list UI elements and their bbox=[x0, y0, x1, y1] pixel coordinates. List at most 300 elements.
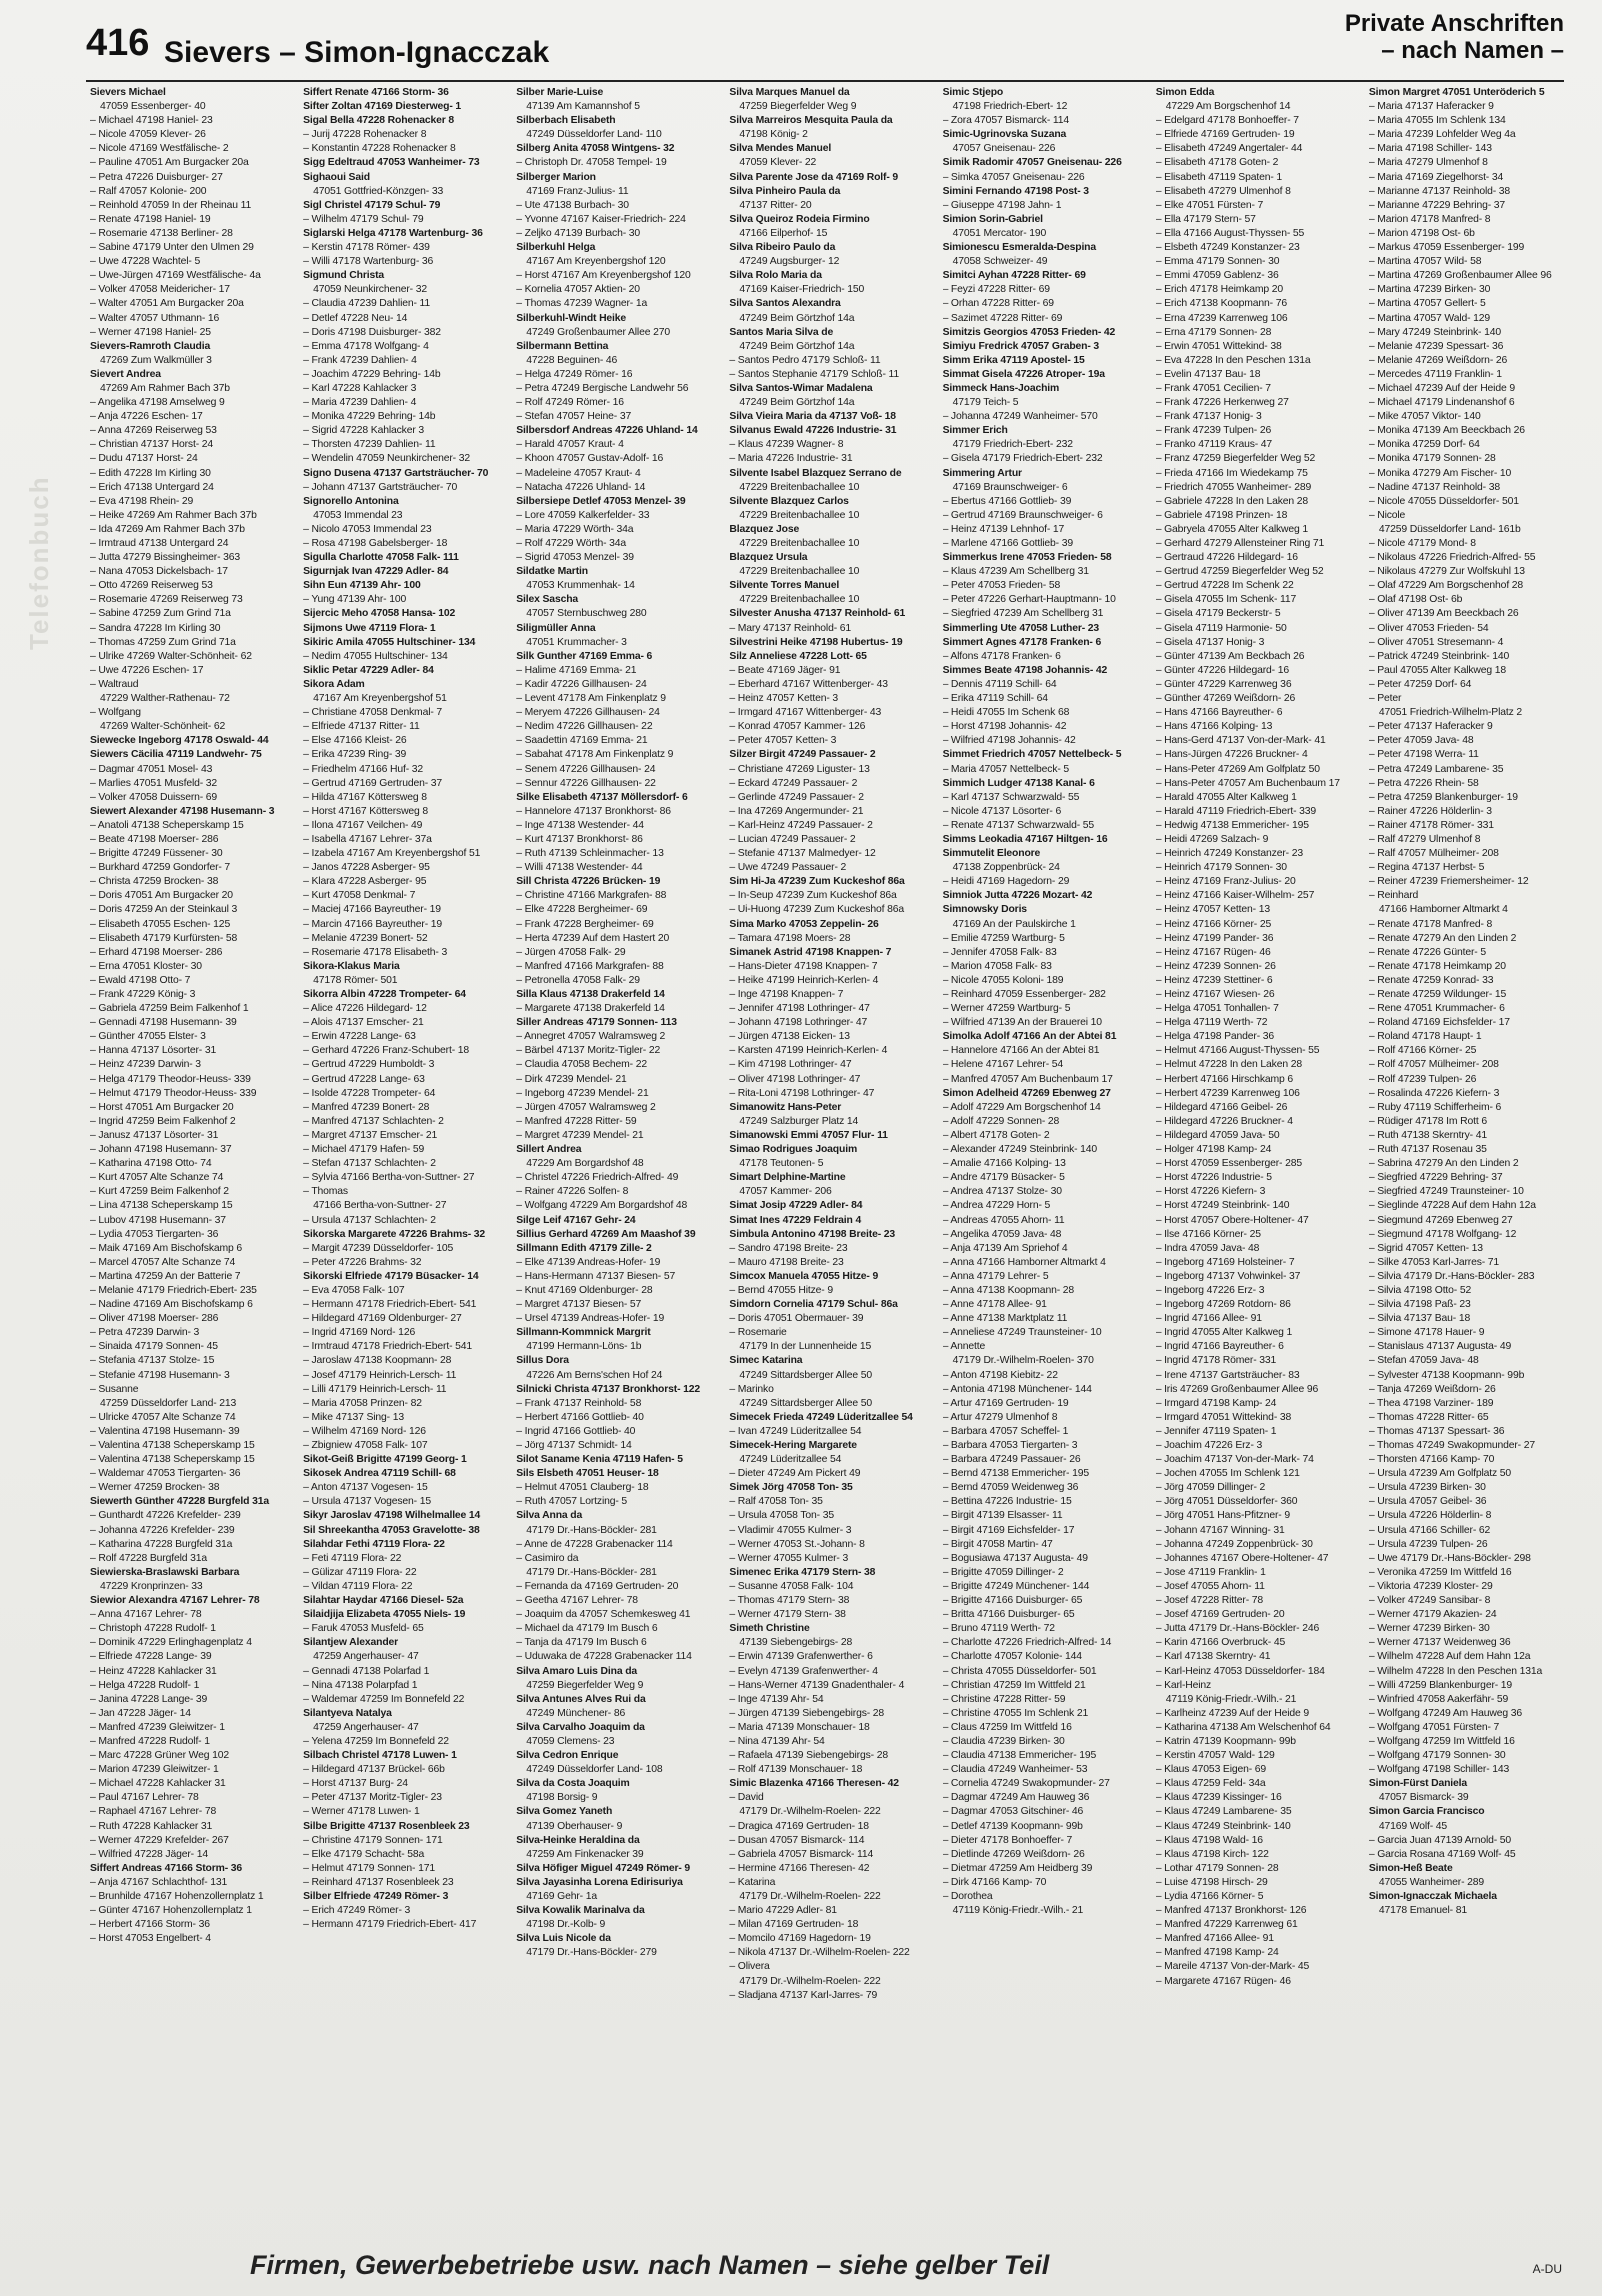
listing-entry: – Christine 47166 Markgrafen- 88 bbox=[516, 890, 667, 902]
listing-entry: – Khoon 47057 Gustav-Adolf- 16 bbox=[516, 453, 664, 465]
listing-entry: – Edith 47228 Im Kirling 30 bbox=[90, 467, 211, 479]
listing-entry: – Maria 47239 Dahlien- 4 bbox=[303, 397, 417, 409]
listing-entry: – Hans-Hermann 47137 Biesen- 57 bbox=[516, 1270, 676, 1282]
listing-entry: Sigulla Charlotte 47058 Falk- 111 bbox=[303, 552, 459, 564]
listing-entry: – Rita-Loni 47198 Lothringer- 47 bbox=[729, 1087, 875, 1099]
listing-entry: – Horst 47167 Köttersweg 8 bbox=[303, 805, 429, 817]
listing-entry: Silva-Heinke Heraldina da bbox=[516, 1834, 640, 1846]
listing-entry: – Dietlinde 47269 Weißdorn- 26 bbox=[942, 1848, 1085, 1860]
listing-entry: – Saadettin 47169 Emma- 21 bbox=[516, 735, 648, 747]
listing-entry: – Monika 47179 Sonnen- 28 bbox=[1368, 453, 1496, 465]
listing-entry: – Wilfried 47228 Jäger- 14 bbox=[90, 1848, 208, 1860]
listing-entry: – Helga 47119 Werth- 72 bbox=[1155, 1017, 1268, 1029]
listing-entry: – Isolde 47228 Trompeter- 64 bbox=[303, 1087, 436, 1099]
listing-entry: – Sieglinde 47228 Auf dem Hahn 12a bbox=[1368, 1200, 1536, 1212]
listing-entry: – Gabriele 47228 In den Laken 28 bbox=[1155, 495, 1309, 507]
listing-entry: Siffert Andreas 47166 Storm- 36 bbox=[90, 1862, 243, 1874]
listing-entry: – Thorsten 47166 Kamp- 70 bbox=[1368, 1454, 1495, 1466]
listing-entry: – Joachim 47226 Erz- 3 bbox=[1155, 1440, 1263, 1451]
listing-entry: – Ursula 47137 Schlachten- 2 bbox=[303, 1214, 436, 1226]
listing-entry: – Andrea 47137 Stolze- 30 bbox=[942, 1186, 1062, 1198]
listing-entry: – Katharina 47198 Otto- 74 bbox=[90, 1158, 212, 1170]
listing-entry: – Ingeborg 47137 Vohwinkel- 37 bbox=[1155, 1270, 1301, 1282]
listing-entry: – Helga 47051 Tonhallen- 7 bbox=[1155, 1003, 1279, 1015]
listing-entry: – Elisabeth 47179 Kurfürsten- 58 bbox=[90, 932, 238, 944]
listing-entry: – Anton 47137 Vogesen- 15 bbox=[303, 1482, 428, 1494]
column-1 bbox=[90, 86, 289, 2166]
listing-entry: Silke Elisabeth 47137 Möllersdorf- 6 bbox=[516, 791, 688, 803]
listing-entry: – Dirk 47166 Kamp- 70 bbox=[942, 1876, 1047, 1888]
listing-entry: – Kurt 47057 Alte Schanze 74 bbox=[90, 1172, 224, 1184]
listing-entry: – Hermine 47166 Theresen- 42 bbox=[729, 1862, 870, 1874]
listing-entry: – Maria 47226 Industrie- 31 bbox=[729, 453, 853, 465]
listing-entry: – Bernd 47138 Emmericher- 195 bbox=[942, 1468, 1089, 1480]
listing-entry: – Reinhard 47059 Essenberger- 282 bbox=[942, 989, 1106, 1000]
listing-entry: – Helmut 47179 Sonnen- 171 bbox=[303, 1862, 435, 1874]
listing-entry: Simionescu Esmeralda-Despina bbox=[942, 242, 1097, 254]
listing-entry: – Wolfgang 47249 Am Hauweg 36 bbox=[1368, 1707, 1523, 1719]
listing-entry: 47259 Düsseldorfer Land- 161b bbox=[1378, 523, 1521, 535]
listing-entry: – Lucian 47249 Passauer- 2 bbox=[729, 833, 856, 845]
listing-entry: – Markus 47059 Essenberger- 199 bbox=[1368, 242, 1525, 254]
listing-entry: – Heike 47269 Am Rahmer Bach 37b bbox=[90, 509, 257, 521]
listing-entry: Simao Rodrigues Joaquim bbox=[729, 1144, 858, 1156]
listing-entry: – Walter 47057 Uthmann- 16 bbox=[90, 312, 220, 324]
listing-entry: Sijercic Meho 47058 Hansa- 102 bbox=[303, 608, 456, 620]
listing-entry: – Isabella 47167 Lehrer- 37a bbox=[303, 833, 432, 845]
listing-entry: – Erich 47178 Heimkamp 20 bbox=[1155, 284, 1284, 296]
listing-entry: Silahtar Haydar 47166 Diesel- 52a bbox=[303, 1595, 464, 1607]
listing-entry: 47229 Kronprinzen- 33 bbox=[100, 1580, 203, 1592]
listing-entry: – Sladjana 47137 Karl-Jarres- 79 bbox=[729, 1989, 878, 2001]
listing-entry: – Irene 47137 Gartsträucher- 83 bbox=[1155, 1369, 1300, 1381]
listing-entry: – Angelika 47059 Java- 48 bbox=[942, 1228, 1062, 1240]
listing-entry: – Johann 47198 Lothringer- 47 bbox=[729, 1017, 868, 1029]
listing-entry: – Eva 47198 Rhein- 29 bbox=[90, 495, 194, 507]
listing-entry: Simon-Ignacczak Michaela bbox=[1368, 1891, 1497, 1902]
listing-entry: – Sabine 47259 Zum Grind 71a bbox=[90, 608, 231, 620]
listing-entry: – Christa 47055 Düsseldorfer- 501 bbox=[942, 1665, 1097, 1677]
listing-entry: – Franz 47259 Biegerfelder Weg 52 bbox=[1155, 453, 1316, 465]
listing-entry: – Dirk 47239 Mendel- 21 bbox=[516, 1073, 627, 1085]
listing-entry: Siglarski Helga 47178 Wartenburg- 36 bbox=[303, 227, 483, 239]
listing-entry: 47053 Immendal 23 bbox=[313, 509, 403, 521]
listing-entry: – Heinz 47139 Lehnhof- 17 bbox=[942, 523, 1065, 535]
listing-entry: – Madeleine 47057 Kraut- 4 bbox=[516, 467, 641, 479]
listing-entry: – Silvia 47198 Otto- 52 bbox=[1368, 1284, 1472, 1296]
listing-entry: – Friedrich 47055 Wanheimer- 289 bbox=[1155, 481, 1312, 493]
listing-entry: – Claudia 47239 Dahlien- 11 bbox=[303, 298, 431, 310]
listing-entry: Sima Marko 47053 Zeppelin- 26 bbox=[729, 918, 879, 930]
listing-entry: 47166 Eilperhof- 15 bbox=[739, 227, 828, 239]
listing-entry: – Ursula 47239 Tulpen- 26 bbox=[1368, 1538, 1488, 1550]
listing-entry: – Horst 47137 Burg- 24 bbox=[303, 1778, 408, 1790]
listing-entry: Silva Vieira Maria da 47137 Voß- 18 bbox=[729, 411, 896, 423]
listing-entry: 47269 Walter-Schönheit- 62 bbox=[100, 721, 226, 733]
listing-entry: Silber Marie-Luise bbox=[516, 87, 604, 98]
listing-entry: – Claus 47259 Im Wittfeld 16 bbox=[942, 1721, 1072, 1733]
listing-entry: – Susanne bbox=[90, 1383, 139, 1395]
listing-entry: 47249 Düsseldorfer Land- 108 bbox=[526, 1764, 663, 1776]
listing-entry: – Ingrid 47055 Alter Kalkweg 1 bbox=[1155, 1327, 1293, 1339]
listing-entry: – Petra 47239 Darwin- 3 bbox=[90, 1327, 200, 1339]
listing-entry: 47249 Großenbaumer Allee 270 bbox=[526, 326, 670, 338]
listing-entry: Silbach Christel 47178 Luwen- 1 bbox=[303, 1750, 457, 1762]
listing-entry: – Ida 47269 Am Rahmer Bach 37b bbox=[90, 523, 245, 535]
listing-entry: Simiyu Fredrick 47057 Graben- 3 bbox=[942, 340, 1100, 352]
listing-entry: – Gertraud 47226 Hildegard- 16 bbox=[1155, 552, 1298, 564]
listing-entry: – Hildegard 47169 Oldenburger- 27 bbox=[303, 1313, 462, 1325]
listing-entry: – Kadir 47226 Gillhausen- 24 bbox=[516, 678, 647, 690]
listing-entry: – Hans 47166 Kolping- 13 bbox=[1155, 721, 1273, 733]
listing-entry: – Marcel 47057 Alte Schanze 74 bbox=[90, 1256, 236, 1268]
listing-entry: 47057 Kammer- 206 bbox=[739, 1186, 832, 1198]
listing-entry: – Thomas 47239 Wagner- 1a bbox=[516, 298, 648, 310]
listing-entry: – Josef 47055 Ahorn- 11 bbox=[1155, 1580, 1265, 1592]
listing-entry: – Gertrud 47259 Biegerfelder Weg 52 bbox=[1155, 566, 1324, 578]
listing-entry: – Gisela 47179 Friedrich-Ebert- 232 bbox=[942, 453, 1103, 465]
listing-entry: Silva Queiroz Rodeia Firmino bbox=[729, 213, 870, 225]
listing-entry: – Heinz 47199 Pander- 36 bbox=[1155, 932, 1274, 944]
listing-entry: – Erwin 47051 Wittekind- 38 bbox=[1155, 340, 1282, 352]
listing-entry: – Anne de 47228 Grabenacker 114 bbox=[516, 1538, 673, 1550]
column-5 bbox=[943, 86, 1142, 2166]
listing-entry: – Charlotte 47057 Kolonie- 144 bbox=[942, 1651, 1082, 1663]
listing-entry: – Birgit 47169 Eichsfelder- 17 bbox=[942, 1524, 1075, 1536]
listing-entry: Silberger Marion bbox=[516, 171, 596, 183]
listing-entry: – Peter 47053 Frieden- 58 bbox=[942, 580, 1061, 592]
listing-entry: – Manfred 47166 Allee- 91 bbox=[1155, 1933, 1274, 1945]
listing-entry: – Dennis 47119 Schill- 64 bbox=[942, 678, 1057, 690]
listing-entry: – Joachim 47229 Behring- 14b bbox=[303, 368, 441, 380]
listing-entry: – Sennur 47226 Gillhausen- 22 bbox=[516, 777, 656, 789]
listing-entry: – Silvia 47198 Paß- 23 bbox=[1368, 1299, 1471, 1311]
listing-entry: – Gisela 47119 Harmonie- 50 bbox=[1155, 622, 1287, 634]
listing-entry: – Hermann 47178 Friedrich-Ebert- 541 bbox=[303, 1299, 477, 1311]
listing-entry: 47167 Am Kreyenbergshof 51 bbox=[313, 693, 447, 705]
listing-entry: – Helga 47198 Pander- 36 bbox=[1155, 1031, 1274, 1043]
listing-entry: – Karsten 47199 Heinrich-Kerlen- 4 bbox=[729, 1045, 888, 1057]
listing-entry: 47169 Gehr- 1a bbox=[526, 1891, 597, 1902]
listing-entry: – Christine 47055 Im Schlenk 21 bbox=[942, 1707, 1089, 1719]
listing-entry: – Nadine 47169 Am Bischofskamp 6 bbox=[90, 1299, 253, 1311]
listing-entry: – Jennifer 47119 Spaten- 1 bbox=[1155, 1425, 1277, 1437]
listing-entry: 47169 Franz-Julius- 11 bbox=[526, 185, 629, 197]
listing-entry: 47058 Schweizer- 49 bbox=[952, 256, 1048, 268]
listing-entry: 47051 Mercator- 190 bbox=[952, 227, 1047, 239]
listing-entry: – Horst 47249 Steinbrink- 140 bbox=[1155, 1200, 1290, 1212]
listing-entry: Simecek-Hering Margarete bbox=[729, 1440, 857, 1451]
listing-entry: Silbermann Bettina bbox=[516, 340, 609, 352]
listing-entry: 47179 Dr.-Wilhelm-Roelen- 222 bbox=[739, 1806, 881, 1818]
listing-entry: – Sabahat 47178 Am Finkenplatz 9 bbox=[516, 749, 674, 761]
listing-entry: – Elfriede 47137 Ritter- 11 bbox=[303, 721, 420, 733]
listing-entry: – Thomas 47259 Zum Grind 71a bbox=[90, 636, 236, 648]
listing-entry: Simitzis Georgios 47053 Frieden- 42 bbox=[942, 326, 1116, 338]
listing-entry: Simms Leokadia 47167 Hiltgen- 16 bbox=[942, 833, 1108, 845]
listing-entry: Siewers Cäcilia 47119 Landwehr- 75 bbox=[90, 749, 262, 761]
listing-entry: – Gertrud 47169 Gertruden- 37 bbox=[303, 777, 443, 789]
listing-entry: – Ingrid 47169 Nord- 126 bbox=[303, 1327, 416, 1339]
listing-entry: – Hans-Peter 47057 Am Buchenbaum 17 bbox=[1155, 777, 1340, 789]
listing-entry: Silk Gunther 47169 Emma- 6 bbox=[516, 650, 653, 662]
listing-entry: – Tanja da 47179 Im Busch 6 bbox=[516, 1637, 647, 1649]
listing-entry: – Reinhard 47137 Rosenbleek 23 bbox=[303, 1876, 454, 1888]
listing-entry: – Sinaida 47179 Sonnen- 45 bbox=[90, 1341, 218, 1353]
listing-entry: Silla Klaus 47138 Drakerfeld 14 bbox=[516, 989, 665, 1000]
listing-entry: – Frank 47228 Bergheimer- 69 bbox=[516, 918, 654, 930]
listing-entry: – Gerhard 47226 Franz-Schubert- 18 bbox=[303, 1045, 470, 1057]
listing-entry: 47059 Clemens- 23 bbox=[526, 1735, 615, 1747]
listing-entry: – Rolf 47228 Burgfeld 31a bbox=[90, 1552, 207, 1564]
listing-entry: – Heike 47199 Heinrich-Kerlen- 4 bbox=[729, 974, 879, 986]
listing-entry: – Frank 47137 Reinhold- 58 bbox=[516, 1397, 642, 1409]
listing-entry: – Thomas 47249 Swakopmunder- 27 bbox=[1368, 1440, 1535, 1451]
listing-entry: – Margit 47239 Düsseldorfer- 105 bbox=[303, 1242, 454, 1254]
listing-entry: – Meryem 47226 Gillhausen- 24 bbox=[516, 707, 660, 719]
listing-entry: – Karl-Heinz bbox=[1155, 1679, 1212, 1691]
listing-entry: – Lydia 47166 Körner- 5 bbox=[1155, 1891, 1264, 1902]
listing-entry: – Peter 47226 Brahms- 32 bbox=[303, 1256, 422, 1268]
listing-entry: – Barbara 47053 Tiergarten- 3 bbox=[942, 1440, 1078, 1451]
listing-entry: – Nicolo 47053 Immendal 23 bbox=[303, 523, 432, 535]
listing-entry: – Rolf 47139 Monschauer- 18 bbox=[729, 1764, 863, 1776]
listing-entry: – Paul 47167 Lehrer- 78 bbox=[90, 1792, 199, 1804]
listing-entry: – Karl 47228 Kahlacker 3 bbox=[303, 382, 417, 394]
listing-entry: – Elisabeth 47055 Eschen- 125 bbox=[90, 918, 231, 930]
listing-entry: – Ralf 47058 Ton- 35 bbox=[729, 1496, 823, 1508]
listing-entry: Sigl Christel 47179 Schul- 79 bbox=[303, 199, 441, 211]
listing-entry: – Hans-Jürgen 47226 Bruckner- 4 bbox=[1155, 749, 1308, 761]
listing-entry: – Wilfried 47198 Johannis- 42 bbox=[942, 735, 1076, 747]
listing-entry: – Michael 47179 Lindenanshof 6 bbox=[1368, 397, 1515, 409]
listing-entry: – Silvia 47179 Dr.-Hans-Böckler- 283 bbox=[1368, 1270, 1535, 1282]
listing-entry: Simon Garcia Francisco bbox=[1368, 1806, 1485, 1818]
listing-entry: – Monika 47229 Behring- 14b bbox=[303, 411, 436, 423]
listing-entry: – Bärbel 47137 Moritz-Tigler- 22 bbox=[516, 1045, 661, 1057]
listing-entry: Simecek Frieda 47249 Lüderitzallee 54 bbox=[729, 1411, 913, 1423]
listing-entry: Silaidjija Elizabeta 47055 Niels- 19 bbox=[303, 1609, 466, 1621]
listing-entry: – Klaus 47239 Kissinger- 16 bbox=[1155, 1792, 1282, 1804]
listing-entry: – Jochen 47055 Im Schlenk 121 bbox=[1155, 1468, 1300, 1480]
listing-entry: 47139 Oberhauser- 9 bbox=[526, 1820, 623, 1832]
listing-entry: – Viktoria 47239 Kloster- 29 bbox=[1368, 1580, 1493, 1592]
listing-entry: – Petronella 47058 Falk- 29 bbox=[516, 974, 640, 986]
listing-entry: 47259 Biegerfelder Weg 9 bbox=[526, 1679, 644, 1691]
listing-entry: – Karl-Heinz 47053 Düsseldorfer- 184 bbox=[1155, 1665, 1325, 1677]
listing-entry: – Manfred 47166 Markgrafen- 88 bbox=[516, 960, 664, 972]
listing-entry: – Nina 47138 Polarpfad 1 bbox=[303, 1679, 418, 1691]
listing-entry: – Ursula 47058 Ton- 35 bbox=[729, 1510, 834, 1522]
listing-entry: Simmerling Ute 47058 Luther- 23 bbox=[942, 622, 1100, 634]
listing-entry: – Albert 47178 Goten- 2 bbox=[942, 1129, 1050, 1141]
listing-entry: – Klaus 47249 Lambarene- 35 bbox=[1155, 1806, 1292, 1818]
listing-entry: – Melanie 47269 Weißdorn- 26 bbox=[1368, 354, 1508, 366]
listing-entry: – Horst 47053 Engelbert- 4 bbox=[90, 1933, 211, 1945]
listing-entry: – Ruth 47139 Schleinmacher- 13 bbox=[516, 848, 664, 860]
listing-entry: – Johann 47137 Gartsträucher- 70 bbox=[303, 481, 458, 493]
listing-entry: – Rolf 47239 Tulpen- 26 bbox=[1368, 1073, 1477, 1085]
listing-entry: – Erwin 47139 Grafenwerther- 6 bbox=[729, 1651, 873, 1663]
listing-entry: Silberg Anita 47058 Wintgens- 32 bbox=[516, 143, 675, 155]
listing-entry: Silbe Brigitte 47137 Rosenbleek 23 bbox=[303, 1820, 470, 1832]
listing-entry: – Dagmar 47249 Am Hauweg 36 bbox=[942, 1792, 1090, 1804]
listing-entry: – Mike 47057 Viktor- 140 bbox=[1368, 411, 1481, 423]
listing-entry: – Thomas 47137 Spessart- 36 bbox=[1368, 1425, 1505, 1437]
listing-entry: – Anneliese 47249 Traunsteiner- 10 bbox=[942, 1327, 1102, 1339]
header-rule bbox=[86, 80, 1564, 82]
listing-entry: Siewior Alexandra 47167 Lehrer- 78 bbox=[90, 1595, 260, 1607]
listing-entry: – Mauro 47198 Breite- 23 bbox=[729, 1256, 844, 1268]
listing-entry: – Heinz 47166 Körner- 25 bbox=[1155, 918, 1272, 930]
listing-entry: – Lilli 47179 Heinrich-Lersch- 11 bbox=[303, 1383, 447, 1395]
listing-entry: – In-Seup 47239 Zum Kuckeshof 86a bbox=[729, 890, 897, 902]
listing-entry: – Kerstin 47178 Römer- 439 bbox=[303, 242, 430, 254]
listing-entry: – Horst 47059 Essenberger- 285 bbox=[1155, 1158, 1302, 1170]
listing-entry: Sill Christa 47226 Brücken- 19 bbox=[516, 876, 661, 888]
listing-entry: – Uwe 47179 Dr.-Hans-Böckler- 298 bbox=[1368, 1552, 1531, 1564]
listing-entry: Silva Santos Alexandra bbox=[729, 298, 841, 310]
listing-entry: – Uduwaka de 47228 Grabenacker 114 bbox=[516, 1651, 692, 1663]
listing-entry: Sillius Gerhard 47269 Am Maashof 39 bbox=[516, 1228, 696, 1240]
listing-entry: – Josef 47179 Heinrich-Lersch- 11 bbox=[303, 1369, 457, 1381]
listing-entry: – Dusan 47057 Bismarck- 114 bbox=[729, 1834, 865, 1846]
listing-entry: – Karl 47137 Schwarzwald- 55 bbox=[942, 791, 1080, 803]
listing-entry: – Emma 47179 Sonnen- 30 bbox=[1155, 256, 1280, 268]
listing-entry: – Doris 47051 Am Burgacker 20 bbox=[90, 890, 233, 902]
listing-entry: – Birgit 47058 Martin- 47 bbox=[942, 1538, 1053, 1550]
listing-entry: – Martina 47259 An der Batterie 7 bbox=[90, 1270, 241, 1282]
listing-entry: Simic-Ugrinovska Suzana bbox=[942, 129, 1067, 141]
listing-entry: – Bruno 47119 Werth- 72 bbox=[942, 1623, 1055, 1635]
listing-entry: Simat Josip 47229 Adler- 84 bbox=[729, 1200, 863, 1212]
listing-entry: – Gunthardt 47226 Krefelder- 239 bbox=[90, 1510, 241, 1522]
listing-entry: – Thorsten 47239 Dahlien- 11 bbox=[303, 439, 436, 451]
column-4 bbox=[729, 86, 928, 2166]
listing-entry: – Bernd 47059 Weidenweg 36 bbox=[942, 1482, 1079, 1494]
listing-entry: Sighaoui Said bbox=[303, 171, 370, 183]
listing-entry: – Rainer 47226 Hölderlin- 3 bbox=[1368, 805, 1492, 817]
listing-entry: – Heinrich 47179 Sonnen- 30 bbox=[1155, 862, 1287, 874]
listing-entry: – Garcia Rosana 47169 Wolf- 45 bbox=[1368, 1848, 1516, 1860]
listing-entry: – Nadine 47137 Reinhold- 38 bbox=[1368, 481, 1500, 493]
listing-entry: – Melanie 47239 Bonert- 52 bbox=[303, 932, 428, 944]
listing-entry: – Zbigniew 47058 Falk- 107 bbox=[303, 1440, 428, 1451]
listing-entry: 47198 Dr.-Kolb- 9 bbox=[526, 1919, 606, 1931]
listing-entry: – Jürgen 47058 Falk- 29 bbox=[516, 946, 626, 958]
listing-entry: – Momcilo 47169 Hagedorn- 19 bbox=[729, 1933, 871, 1945]
listing-entry: 47179 In der Lunnenheide 15 bbox=[739, 1341, 872, 1353]
name-range: Sievers – Simon-Ignacczak bbox=[164, 36, 550, 69]
listing-entry: – Halime 47169 Emma- 21 bbox=[516, 664, 637, 676]
listing-entry: – Orhan 47228 Ritter- 69 bbox=[942, 298, 1054, 310]
listing-entry: – Olaf 47198 Ost- 6b bbox=[1368, 594, 1463, 606]
listing-entry: – Vladimir 47055 Kulmer- 3 bbox=[729, 1524, 852, 1536]
listing-entry: – Harald 47119 Friedrich-Ebert- 339 bbox=[1155, 805, 1317, 817]
listing-entry: Simart Delphine-Martine bbox=[729, 1172, 846, 1184]
listing-entry: – Sandra 47228 Im Kirling 30 bbox=[90, 622, 221, 634]
listing-entry: Siewert Alexander 47198 Husemann- 3 bbox=[90, 805, 275, 817]
listing-entry: – Detlef 47228 Neu- 14 bbox=[303, 312, 408, 324]
listing-entry: – Beate 47169 Jäger- 91 bbox=[729, 664, 841, 676]
listing-entry: – Wilhelm 47228 Auf dem Hahn 12a bbox=[1368, 1651, 1531, 1663]
listing-entry: Simmes Beate 47198 Johannis- 42 bbox=[942, 664, 1108, 676]
listing-entry: – Alfons 47178 Franken- 6 bbox=[942, 650, 1061, 662]
listing-entry: Sijmons Uwe 47119 Flora- 1 bbox=[303, 622, 436, 634]
listing-entry: – Valentina 47198 Husemann- 39 bbox=[90, 1425, 240, 1437]
listing-entry: 47166 Hamborner Altmarkt 4 bbox=[1378, 904, 1508, 916]
listing-entry: – Heidi 47055 Im Schenk 68 bbox=[942, 707, 1070, 719]
listing-entry: – Anton 47198 Kiebitz- 22 bbox=[942, 1369, 1058, 1381]
listing-entry: – Annette bbox=[942, 1341, 986, 1353]
listing-entry: – Maik 47169 Am Bischofskamp 6 bbox=[90, 1242, 243, 1254]
listing-entry: – Frank 47229 König- 3 bbox=[90, 989, 196, 1000]
listing-entry: – Sandro 47198 Breite- 23 bbox=[729, 1242, 848, 1254]
listing-entry: – Janos 47228 Asberger- 95 bbox=[303, 862, 430, 874]
listing-entry: Sievers-Ramroth Claudia bbox=[90, 340, 211, 352]
listing-entry: Simanowski Emmi 47057 Flur- 11 bbox=[729, 1129, 888, 1141]
listing-entry: – Martina 47057 Wild- 58 bbox=[1368, 256, 1482, 268]
listing-entry: Silvente Torres Manuel bbox=[729, 580, 840, 592]
listing-entry: Silvente Blazquez Carlos bbox=[729, 495, 849, 507]
listing-entry: – Günter 47167 Hohenzollernplatz 1 bbox=[90, 1905, 252, 1917]
listing-entry: – Rosemarie 47178 Elisabeth- 3 bbox=[303, 946, 448, 958]
section-title-line1: Private Anschriften bbox=[1344, 10, 1564, 37]
listing-entry: – Gisela 47179 Beckerstr- 5 bbox=[1155, 608, 1281, 620]
listing-entry: – Brunhilde 47167 Hohenzollernplatz 1 bbox=[90, 1891, 264, 1902]
listing-entry: Blazquez Jose bbox=[729, 523, 800, 535]
listing-entry: – Dagmar 47051 Mosel- 43 bbox=[90, 763, 213, 775]
listing-entry: – Marlene 47166 Gottlieb- 39 bbox=[942, 538, 1073, 549]
listing-entry: – Wolfgang 47198 Schiller- 143 bbox=[1368, 1764, 1510, 1776]
listing-entry: – Friedhelm 47166 Huf- 32 bbox=[303, 763, 423, 775]
listing-entry: – Klaus 47239 Wagner- 8 bbox=[729, 439, 844, 451]
listing-entry: – Hans 47166 Bayreuther- 6 bbox=[1155, 707, 1283, 719]
listing-entry: – Elke 47179 Schacht- 58a bbox=[303, 1848, 425, 1860]
listing-entry: 47229 Breitenbachallee 10 bbox=[739, 509, 860, 521]
listing-entry: – Marcin 47166 Bayreuther- 19 bbox=[303, 918, 443, 930]
listing-entry: – Michael da 47179 Im Busch 6 bbox=[516, 1623, 658, 1635]
listing-entry: – Dieter 47249 Am Pickert 49 bbox=[729, 1468, 861, 1480]
listing-entry: – Sylvester 47138 Koopmann- 99b bbox=[1368, 1369, 1525, 1381]
listing-entry: – Oliver 47198 Lothringer- 47 bbox=[729, 1073, 861, 1085]
listing-entry: – Ingrid 47259 Beim Falkenhof 2 bbox=[90, 1115, 236, 1127]
listing-entry: – Emma 47178 Wolfgang- 4 bbox=[303, 340, 429, 352]
listing-entry: – Werner 47178 Luwen- 1 bbox=[303, 1806, 420, 1818]
listing-entry: – Detlef 47139 Koopmann- 99b bbox=[942, 1820, 1083, 1832]
listing-entry: – Ursula 47137 Vogesen- 15 bbox=[303, 1496, 431, 1508]
listing-entry: – Marion 47239 Gleiwitzer- 1 bbox=[90, 1764, 219, 1776]
listing-entry: Simon Edda bbox=[1155, 87, 1215, 98]
listing-entry: – Marc 47228 Grüner Weg 102 bbox=[90, 1750, 229, 1762]
listing-entry: – Gertrud 47229 Humboldt- 3 bbox=[303, 1059, 435, 1071]
listing-entry: – Ebertus 47166 Gottlieb- 39 bbox=[942, 495, 1072, 507]
listing-entry: 47259 Am Finkenacker 39 bbox=[526, 1848, 644, 1860]
listing-entry: – Zora 47057 Bismarck- 114 bbox=[942, 115, 1069, 127]
listing-entry: – Artur 47169 Gertruden- 19 bbox=[942, 1397, 1069, 1409]
listing-entry: – Ingrid 47166 Allee- 91 bbox=[1155, 1313, 1262, 1325]
listing-entry: – Herbert 47166 Hirschkamp 6 bbox=[1155, 1073, 1293, 1085]
listing-entry: – Irmgard 47167 Wittenberger- 43 bbox=[729, 707, 882, 719]
listing-entry: Sikiric Amila 47055 Hultschiner- 134 bbox=[303, 636, 476, 648]
listing-entry: 47119 König-Friedr.-Wilh.- 21 bbox=[1165, 1693, 1297, 1705]
listing-entry: – Christiane 47058 Denkmal- 7 bbox=[303, 707, 443, 719]
listing-entry: – Werner 47229 Krefelder- 267 bbox=[90, 1834, 229, 1846]
listing-entry: – Thomas 47179 Stern- 38 bbox=[729, 1595, 850, 1607]
listing-entry: – Hannelore 47166 An der Abtei 81 bbox=[942, 1045, 1100, 1057]
listing-entry: 47198 Friedrich-Ebert- 12 bbox=[952, 101, 1068, 113]
listing-entry: 47178 Teutonen- 5 bbox=[739, 1158, 824, 1170]
